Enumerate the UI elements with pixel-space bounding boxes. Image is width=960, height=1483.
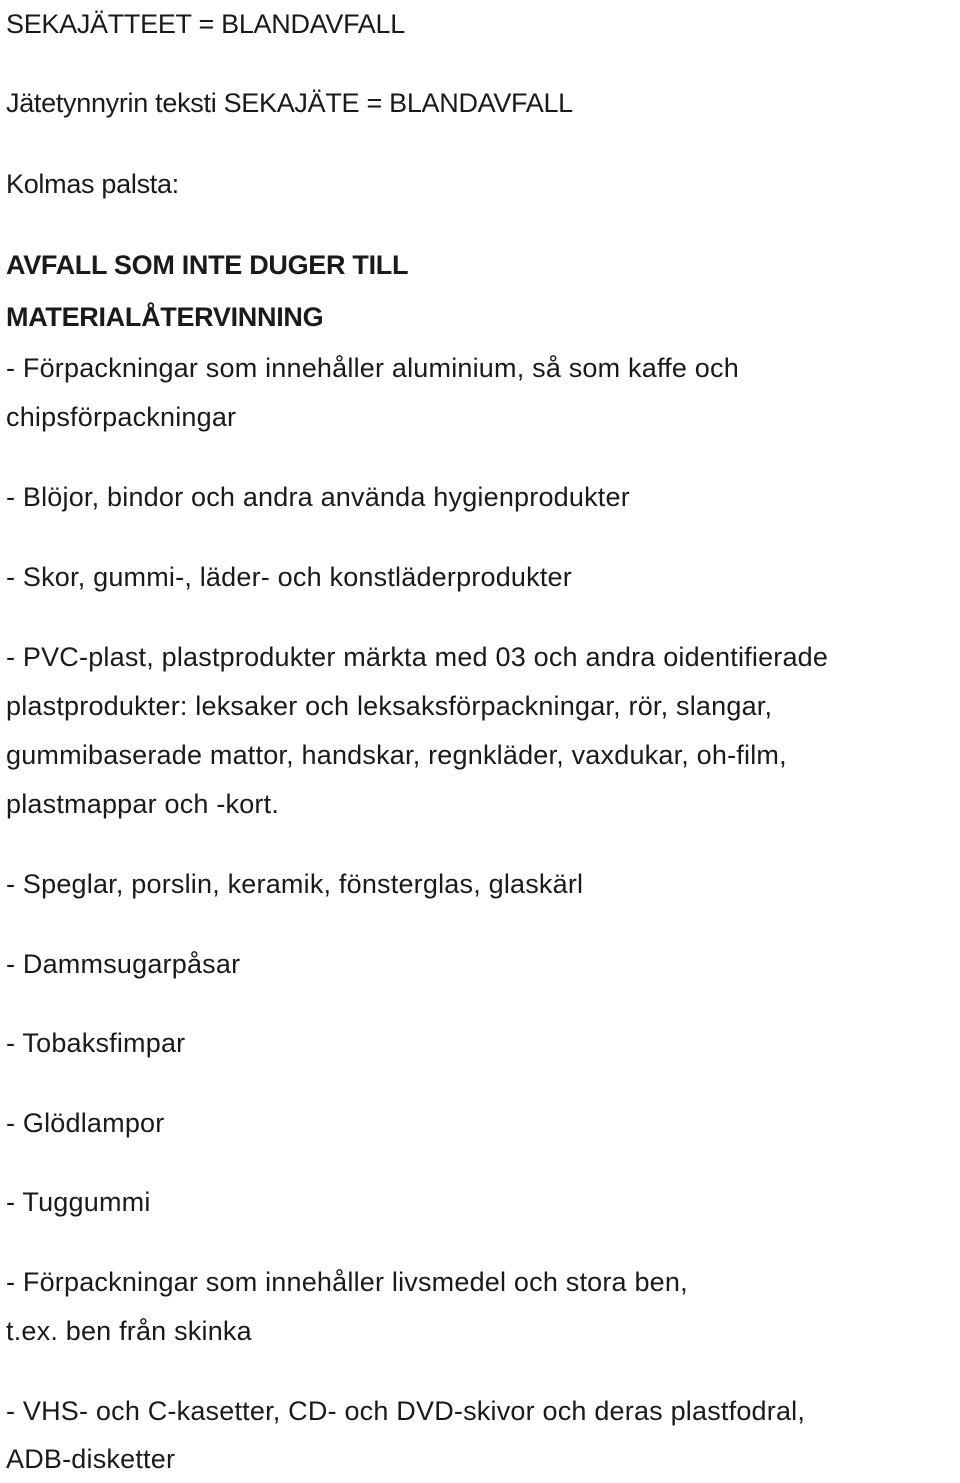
- list-item-10-line-1: - Förpackningar som innehåller livsmedel och stora ben,: [6, 1267, 688, 1297]
- section-heading-line-2: MATERIALÅTERVINNING: [6, 302, 324, 332]
- list-item-4-line-2: plastprodukter: leksaker och leksaksförpackningar, rör, slangar,: [6, 691, 773, 721]
- document-title: SEKAJÄTTEET = BLANDAVFALL: [6, 9, 405, 39]
- section-heading-line-1: AVFALL SOM INTE DUGER TILL: [6, 250, 409, 280]
- list-item-11-line-1: - VHS- och C-kasetter, CD- och DVD-skivor och deras plastfodral,: [6, 1396, 806, 1426]
- list-item-3-line-1: - Skor, gummi-, läder- och konstläderprodukter: [6, 562, 572, 592]
- list-item-4-line-1: - PVC-plast, plastprodukter märkta med 03 och andra oidentifierade: [6, 642, 829, 672]
- list-item-4-line-3: gummibaserade mattor, handskar, regnkläder, vaxdukar, oh-film,: [6, 740, 787, 770]
- third-column-label: Kolmas palsta:: [6, 169, 179, 199]
- list-item-7-line-1: - Tobaksfimpar: [6, 1028, 186, 1058]
- bin-text-line: Jätetynnyrin teksti SEKAJÄTE = BLANDAVFALL: [6, 88, 573, 118]
- list-item-1-line-1: - Förpackningar som innehåller aluminium, så som kaffe och: [6, 353, 739, 383]
- list-item-8-line-1: - Glödlampor: [6, 1108, 165, 1138]
- list-item-11-line-2: ADB-disketter: [6, 1444, 176, 1474]
- list-item-2-line-1: - Blöjor, bindor och andra använda hygienprodukter: [6, 482, 630, 512]
- list-item-4-line-4: plastmappar och -kort.: [6, 789, 280, 819]
- list-item-5-line-1: - Speglar, porslin, keramik, fönsterglas, glaskärl: [6, 869, 584, 899]
- list-item-10-line-2: t.ex. ben från skinka: [6, 1316, 252, 1346]
- list-item-9-line-1: - Tuggummi: [6, 1187, 151, 1217]
- list-item-1-line-2: chipsförpackningar: [6, 402, 237, 432]
- list-item-6-line-1: - Dammsugarpåsar: [6, 949, 241, 979]
